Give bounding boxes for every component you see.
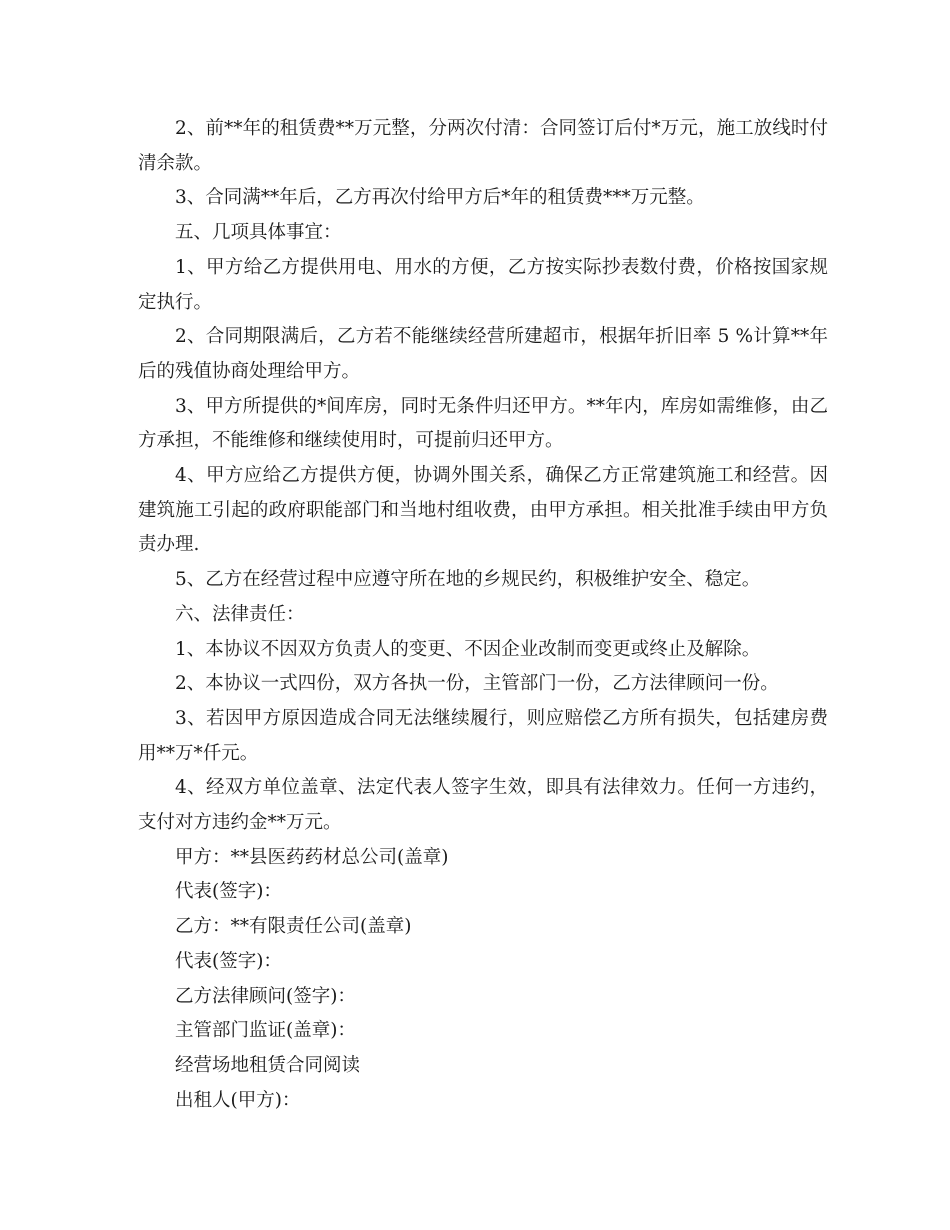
section-heading: 五、几项具体事宜： xyxy=(175,222,342,244)
paragraph: 4、甲方应给乙方提供方便，协调外围关系，确保乙方正常建筑施工和经营。因建筑施工引起的政府职能部门和当地村组收费，由甲方承担。相关批准手续由甲方负责办理. xyxy=(138,465,828,556)
paragraph: 3、若因甲方原因造成合同无法继续履行，则应赔偿乙方所有损失，包括建房费用**万*仟元。 xyxy=(138,707,828,764)
paragraph: 1、本协议不因双方负责人的变更、不因企业改制而变更或终止及解除。 xyxy=(175,638,761,660)
paragraph: 3、甲方所提供的*间库房，同时无条件归还甲方。**年内，库房如需维修，由乙方承担，不能维修和继续使用时，可提前归还甲方。 xyxy=(138,395,828,452)
signature-line-representative: 代表(签字)： xyxy=(175,881,282,903)
signature-line-supervisor: 主管部门监证(盖章)： xyxy=(175,1020,356,1042)
paragraph: 2、合同期限满后，乙方若不能继续经营所建超市，根据年折旧率 5 %计算**年后的残值协商处理给甲方。 xyxy=(138,326,828,382)
paragraph: 3、合同满**年后，乙方再次付给甲方后*年的租赁费***万元整。 xyxy=(175,187,705,209)
signature-line-party-b: 乙方：**有限责任公司(盖章) xyxy=(175,916,412,938)
paragraph: 4、经双方单位盖章、法定代表人签字生效，即具有法律效力。任何一方违约，支付对方违约金**万元。 xyxy=(138,777,828,834)
lessor-line: 出租人(甲方)： xyxy=(175,1089,301,1111)
signature-line-party-a: 甲方：**县医药药材总公司(盖章) xyxy=(175,846,449,868)
document-body xyxy=(138,112,828,1118)
signature-line-legal-advisor: 乙方法律顾问(签字)： xyxy=(175,985,356,1007)
signature-line-representative: 代表(签字)： xyxy=(175,950,282,972)
document-subtitle: 经营场地租赁合同阅读 xyxy=(175,1054,361,1076)
paragraph: 5、乙方在经营过程中应遵守所在地的乡规民约，积极维护安全、稳定。 xyxy=(175,569,761,591)
section-heading: 六、法律责任： xyxy=(175,603,305,625)
paragraph: 2、本协议一式四份，双方各执一份，主管部门一份，乙方法律顾问一份。 xyxy=(175,673,779,695)
paragraph: 1、甲方给乙方提供用电、用水的方便，乙方按实际抄表数付费，价格按国家规定执行。 xyxy=(138,256,828,313)
paragraph: 2、前**年的租赁费**万元整，分两次付清：合同签订后付*万元，施工放线时付清余款。 xyxy=(138,118,828,174)
